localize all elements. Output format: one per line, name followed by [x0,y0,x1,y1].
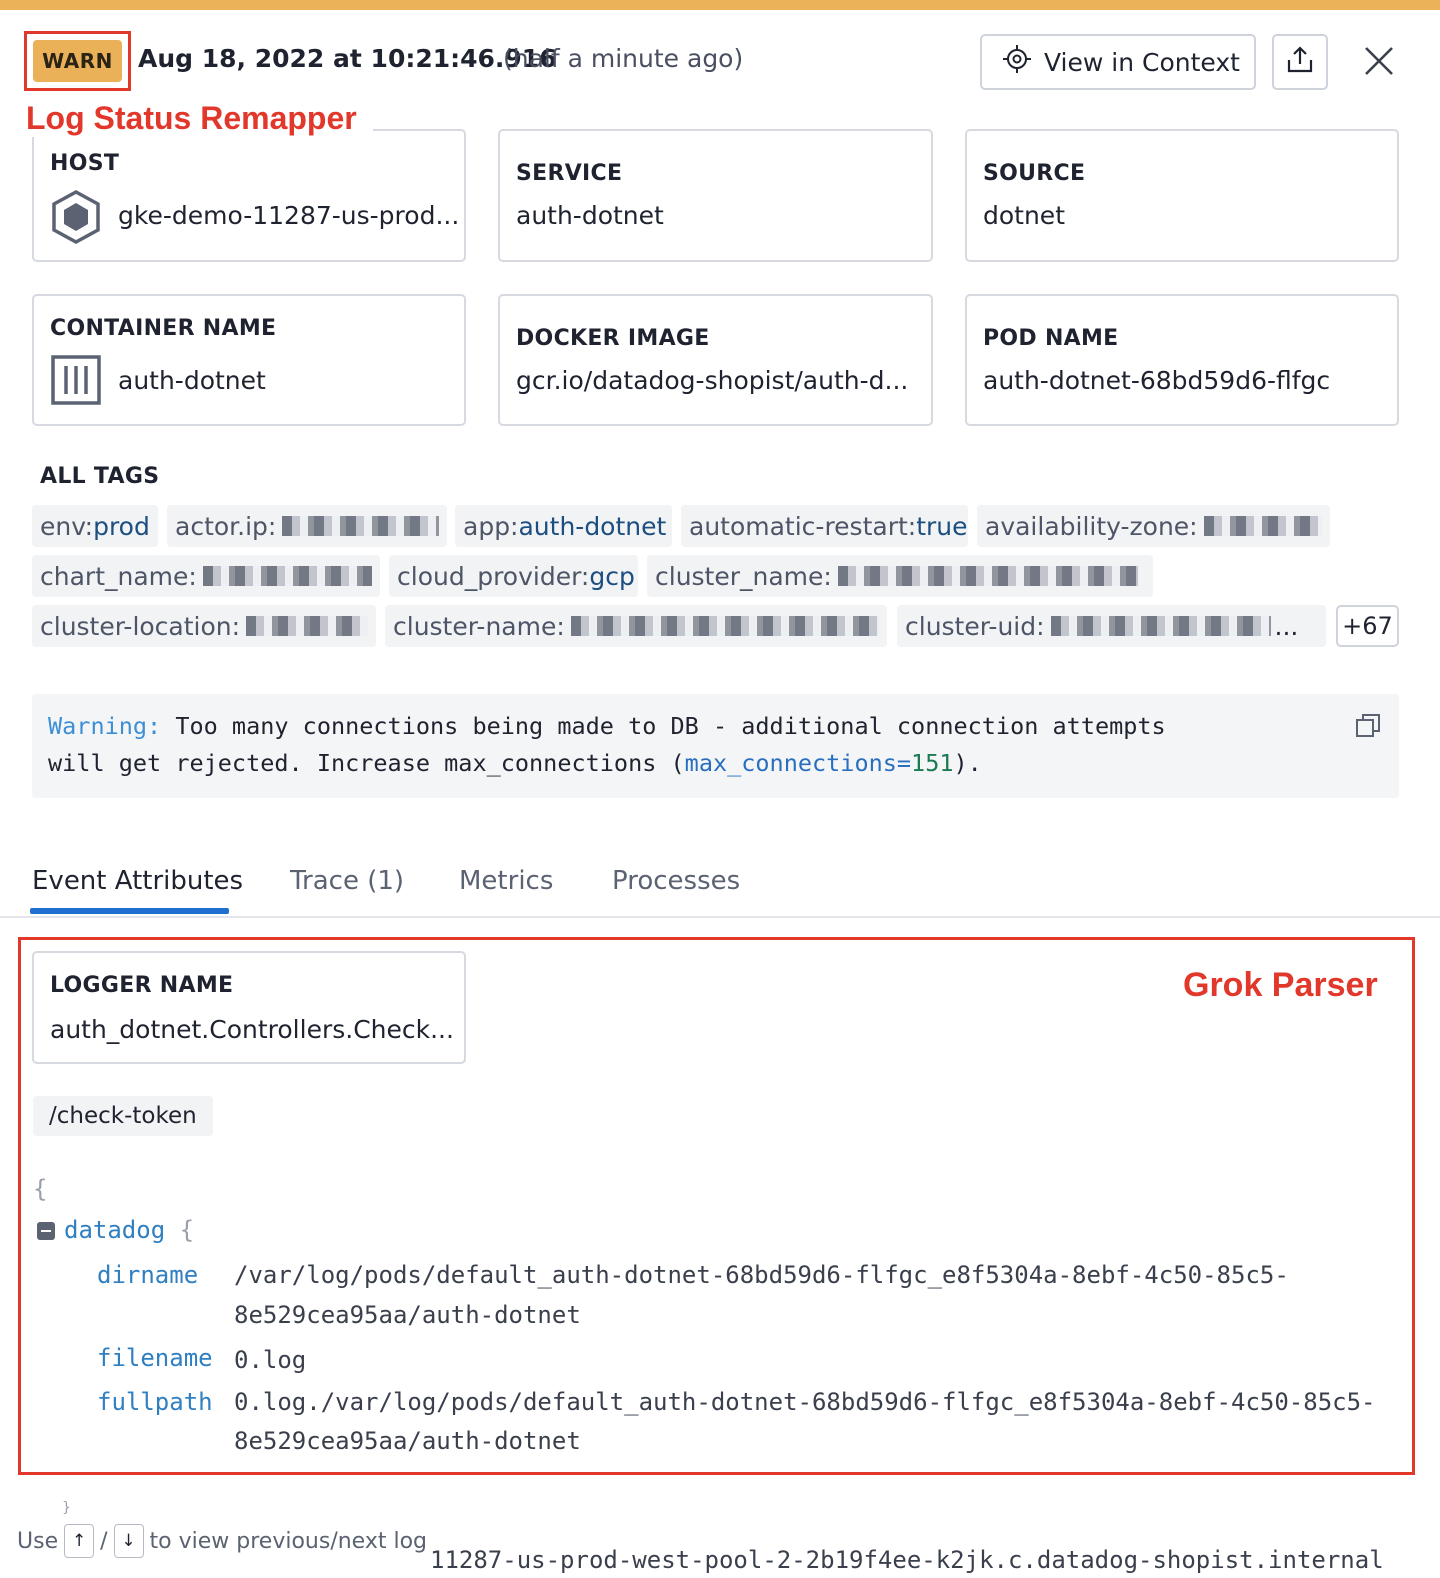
host-value: gke-demo-11287-us-prod... [118,201,460,230]
tag-value: ... [1274,611,1299,641]
tag-key: cluster-name: [393,611,565,641]
top-status-bar [0,0,1440,10]
redacted-value [1051,616,1271,636]
tag-value: auth-dotnet [518,511,667,541]
tab-event-attributes[interactable]: Event Attributes [32,866,244,896]
tag-key: app: [463,511,519,541]
container-name-card[interactable] [32,294,466,426]
tag-key: chart_name: [40,561,197,591]
json-brace: { [179,1216,195,1244]
tag-app[interactable] [455,505,672,547]
json-value-fullpath-1: 0.log./var/log/pods/default_auth-dotnet-68bd59d6-flfgc_e8f5304a-8ebf-4c50-85c5- [234,1388,1376,1416]
container-icon [50,354,102,406]
docker-image-title: DOCKER IMAGE [516,326,710,351]
tab-processes[interactable]: Processes [612,866,741,896]
docker-image-value: gcr.io/datadog-shopist/auth-d... [516,366,909,395]
container-name-title: CONTAINER NAME [50,316,277,341]
tag-value: gcp [589,561,635,591]
message-keyword: Warning: [48,712,162,740]
service-card[interactable] [498,129,933,262]
copy-icon[interactable] [1354,712,1384,742]
json-value-dirname-1: /var/log/pods/default_auth-dotnet-68bd59d6-flfgc_e8f5304a-8ebf-4c50-85c5- [234,1261,1289,1289]
tag-cluster-uid[interactable] [897,605,1326,647]
tag-env[interactable] [32,505,158,547]
close-icon [1363,45,1395,81]
view-in-context-label: View in Context [1044,47,1240,77]
tabs-divider [0,916,1440,918]
hexagon-host-icon [50,191,102,243]
message-line-2 [48,749,982,777]
service-title: SERVICE [516,161,623,186]
status-badge: WARN [33,40,122,82]
docker-image-card[interactable] [498,294,933,426]
redacted-value [282,516,439,536]
host-card[interactable] [32,129,466,262]
path-chip[interactable]: /check-token [33,1096,213,1136]
json-key-dirname[interactable]: dirname [97,1261,199,1289]
json-open-brace: { [33,1175,48,1203]
json-value-dirname-2: 8e529cea95aa/auth-dotnet [234,1301,581,1329]
message-line-1 [48,712,1166,740]
share-button[interactable] [1272,34,1328,90]
hint-text: Use [17,1528,59,1554]
grok-parser-annotation: Grok Parser [1183,966,1378,1004]
view-in-context-button[interactable] [980,34,1256,90]
tag-key: cluster-uid: [905,611,1045,641]
logger-name-value: auth_dotnet.Controllers.Check... [50,1015,454,1044]
tag-cloud-provider[interactable] [389,555,638,597]
tag-key: actor.ip: [175,511,277,541]
tag-key: availability-zone: [985,511,1198,541]
close-button[interactable] [1356,40,1402,86]
message-text: Too many connections being made to DB - additional connection attempts [161,712,1166,740]
hint-separator: / [100,1528,108,1554]
source-title: SOURCE [983,161,1086,186]
logger-name-title: LOGGER NAME [50,973,234,998]
message-text: will get rejected. Increase max_connections ( [48,749,685,777]
log-timestamp: Aug 18, 2022 at 10:21:46.916 [138,44,557,73]
redacted-value [1204,516,1322,536]
share-icon [1285,45,1315,79]
all-tags-title: ALL TAGS [40,464,160,489]
json-key-filename[interactable]: filename [97,1344,213,1372]
crosshair-icon [1002,44,1032,80]
redacted-value [203,566,372,586]
json-datadog-row [64,1216,194,1244]
log-status-remapper-annotation: Log Status Remapper [26,100,373,137]
tag-key: cluster_name: [655,561,832,591]
json-key-fullpath[interactable]: fullpath [97,1388,213,1416]
source-card[interactable] [965,129,1399,262]
keyboard-hint [17,1524,427,1558]
tag-availability-zone[interactable] [977,505,1330,547]
tag-value: true [916,511,968,541]
redacted-value [838,566,1138,586]
service-value: auth-dotnet [516,201,664,230]
collapse-icon[interactable] [37,1222,55,1240]
tag-key: env: [40,511,94,541]
tag-cluster-location[interactable] [32,605,376,647]
log-message [32,694,1399,798]
logger-name-card[interactable] [32,951,466,1064]
tab-metrics[interactable]: Metrics [459,866,554,896]
tag-cluster-name[interactable] [385,605,887,647]
tag-key: cloud_provider: [397,561,590,591]
arrow-down-key-icon: ↓ [114,1524,144,1558]
message-text: ). [953,749,982,777]
host-title: HOST [50,151,120,176]
container-name-value: auth-dotnet [118,366,266,395]
source-value: dotnet [983,201,1065,230]
tag-key: automatic-restart: [689,511,917,541]
tag-value: prod [93,511,150,541]
hint-text: to view previous/next log [149,1528,428,1554]
pod-name-value: auth-dotnet-68bd59d6-flfgc [983,366,1331,395]
active-tab-indicator [30,908,229,914]
redacted-value [571,616,879,636]
json-key-datadog[interactable]: datadog [64,1216,166,1244]
tab-trace[interactable]: Trace (1) [290,866,405,896]
tag-key: cluster-location: [40,611,241,641]
max-connections-link[interactable]: max_connections= [684,749,912,777]
tag-cluster-name-underscore[interactable] [647,555,1153,597]
json-close-brace: } [62,1500,71,1516]
more-tags-button[interactable]: +67 [1336,605,1399,647]
redacted-value [246,616,368,636]
tag-automatic-restart[interactable] [681,505,968,547]
pod-name-card[interactable] [965,294,1399,426]
relative-time: (half a minute ago) [503,44,744,73]
json-value-fullpath-2: 8e529cea95aa/auth-dotnet [234,1427,581,1455]
max-connections-value[interactable]: 151 [911,749,954,777]
pod-name-title: POD NAME [983,326,1119,351]
footer-host-text: 11287-us-prod-west-pool-2-2b19f4ee-k2jk.c.datadog-shopist.internal [430,1546,1384,1574]
tag-actor-ip[interactable] [167,505,447,547]
json-value-filename: 0.log [234,1346,307,1374]
tag-chart-name[interactable] [32,555,380,597]
arrow-up-key-icon: ↑ [64,1524,94,1558]
